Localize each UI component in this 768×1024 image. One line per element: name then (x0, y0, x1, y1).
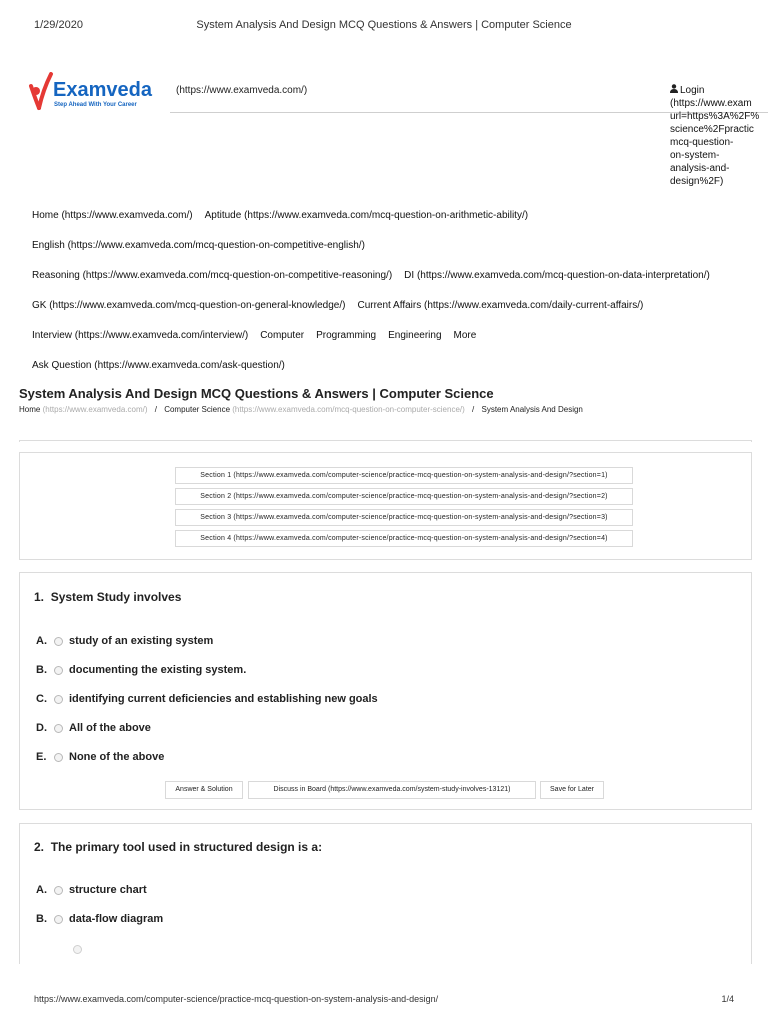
section-button[interactable]: Section 4 (https://www.examveda.com/computer-science/practice-mcq-question-on-system-analysis-and-design/?section=4) (175, 530, 633, 547)
question-number: 1. (34, 590, 45, 604)
option-letter: C. (36, 693, 47, 705)
section-list (19, 452, 752, 560)
login-url-line: mcq-question- (670, 137, 734, 148)
breadcrumb-home-url: (https://www.examveda.com/) (42, 405, 148, 414)
option-text: identifying current deficiencies and establishing new goals (69, 693, 378, 705)
login-url-line: (https://www.exam (670, 98, 752, 109)
login-label: Login (680, 85, 705, 96)
print-title: System Analysis And Design MCQ Questions & Answers | Computer Science (196, 19, 572, 31)
print-date: 1/29/2020 (34, 19, 83, 31)
radio-button[interactable] (54, 724, 63, 733)
breadcrumb-cs-url: (https://www.examveda.com/mcq-question-on-computer-science/) (232, 405, 465, 414)
nav-current-affairs[interactable]: Current Affairs (https://www.examveda.com/daily-current-affairs/) (357, 300, 644, 311)
radio-button[interactable] (54, 753, 63, 762)
page-title: System Analysis And Design MCQ Questions & Answers | Computer Science (19, 386, 494, 401)
nav-english[interactable]: English (https://www.examveda.com/mcq-question-on-competitive-english/) (32, 240, 365, 251)
option-a[interactable] (36, 635, 213, 647)
option-d[interactable] (36, 722, 151, 734)
nav-gk[interactable]: GK (https://www.examveda.com/mcq-question-on-general-knowledge/) (32, 300, 346, 311)
nav-row (32, 270, 722, 281)
question-text (34, 840, 322, 854)
question-text (34, 590, 181, 604)
breadcrumb-separator: / (472, 405, 475, 414)
option-c[interactable] (36, 693, 378, 705)
option-b[interactable] (36, 913, 163, 925)
section-button[interactable]: Section 2 (https://www.examveda.com/computer-science/practice-mcq-question-on-system-analysis-and-design/?section=2) (175, 488, 633, 505)
discuss-in-board-button[interactable]: Discuss in Board (https://www.examveda.com/system-study-involves-13121) (248, 781, 536, 799)
option-text: data-flow diagram (69, 913, 164, 925)
nav-interview[interactable]: Interview (https://www.examveda.com/interview/) (32, 330, 249, 341)
radio-button[interactable] (54, 637, 63, 646)
nav-row (32, 240, 377, 251)
nav-row (32, 360, 297, 371)
option-text: documenting the existing system. (69, 664, 247, 676)
examveda-logo[interactable] (27, 72, 177, 112)
question-stem: System Study involves (50, 590, 182, 604)
logo-mark-icon (27, 72, 177, 112)
print-page-number: 1/4 (721, 994, 734, 1004)
question-card (19, 823, 752, 964)
option-letter: B. (36, 913, 47, 925)
nav-aptitude[interactable]: Aptitude (https://www.examveda.com/mcq-question-on-arithmetic-ability/) (204, 210, 529, 221)
nav-row (32, 210, 540, 221)
option-letter: E. (36, 751, 47, 763)
question-stem: The primary tool used in structured design is a: (50, 840, 323, 854)
logo-tagline: Step Ahead With Your Career (54, 102, 137, 108)
option-text: structure chart (69, 884, 147, 896)
nav-row (32, 330, 488, 341)
answer-solution-button[interactable]: Answer & Solution (165, 781, 243, 799)
question-card (19, 572, 752, 810)
logo-url[interactable]: (https://www.examveda.com/) (176, 85, 308, 96)
login-url-line: design%2F) (670, 176, 724, 187)
breadcrumb (19, 405, 583, 414)
nav-computer[interactable]: Computer (260, 330, 305, 341)
save-for-later-button[interactable]: Save for Later (540, 781, 604, 799)
user-icon (670, 84, 678, 93)
option-letter: B. (36, 664, 47, 676)
breadcrumb-computer-science[interactable]: Computer Science (164, 405, 231, 414)
section-button[interactable]: Section 3 (https://www.examveda.com/computer-science/practice-mcq-question-on-system-analysis-and-design/?section=3) (175, 509, 633, 526)
question-number: 2. (34, 840, 45, 854)
option-letter: A. (36, 635, 47, 647)
breadcrumb-current: System Analysis And Design (481, 405, 583, 414)
option-e[interactable] (36, 751, 164, 763)
nav-programming[interactable]: Programming (316, 330, 377, 341)
breadcrumb-separator: / (154, 405, 157, 414)
radio-button[interactable] (73, 945, 82, 954)
content-divider (19, 440, 752, 442)
radio-button[interactable] (54, 915, 63, 924)
nav-engineering[interactable]: Engineering (388, 330, 442, 341)
login-url-line: on-system- (670, 150, 720, 161)
nav-ask-question[interactable]: Ask Question (https://www.examveda.com/ask-question/) (32, 360, 285, 371)
option-letter: D. (36, 722, 47, 734)
login-link[interactable] (670, 84, 768, 188)
option-letter: A. (36, 884, 47, 896)
radio-button[interactable] (54, 886, 63, 895)
option-text: study of an existing system (69, 635, 214, 647)
option-a[interactable] (36, 884, 147, 896)
option-text: None of the above (69, 751, 165, 763)
section-button[interactable]: Section 1 (https://www.examveda.com/computer-science/practice-mcq-question-on-system-analysis-and-design/?section=1) (175, 467, 633, 484)
nav-reasoning[interactable]: Reasoning (https://www.examveda.com/mcq-question-on-competitive-reasoning/) (32, 270, 393, 281)
nav-home[interactable]: Home (https://www.examveda.com/) (32, 210, 193, 221)
radio-button[interactable] (54, 695, 63, 704)
login-url-line: analysis-and- (670, 163, 730, 174)
logo-brand: Examveda (53, 79, 152, 101)
nav-more[interactable]: More (453, 330, 477, 341)
option-text: All of the above (69, 722, 151, 734)
option-b[interactable] (36, 664, 246, 676)
breadcrumb-home[interactable]: Home (19, 405, 41, 414)
login-url-line: science%2Fpractic (670, 124, 754, 135)
nav-row (32, 300, 655, 311)
nav-di[interactable]: DI (https://www.examveda.com/mcq-question-on-data-interpretation/) (404, 270, 710, 281)
print-footer-url: https://www.examveda.com/computer-science/practice-mcq-question-on-system-analysis-and-design/ (34, 994, 439, 1004)
radio-button[interactable] (54, 666, 63, 675)
login-url-line: url=https%3A%2F% (670, 111, 760, 122)
